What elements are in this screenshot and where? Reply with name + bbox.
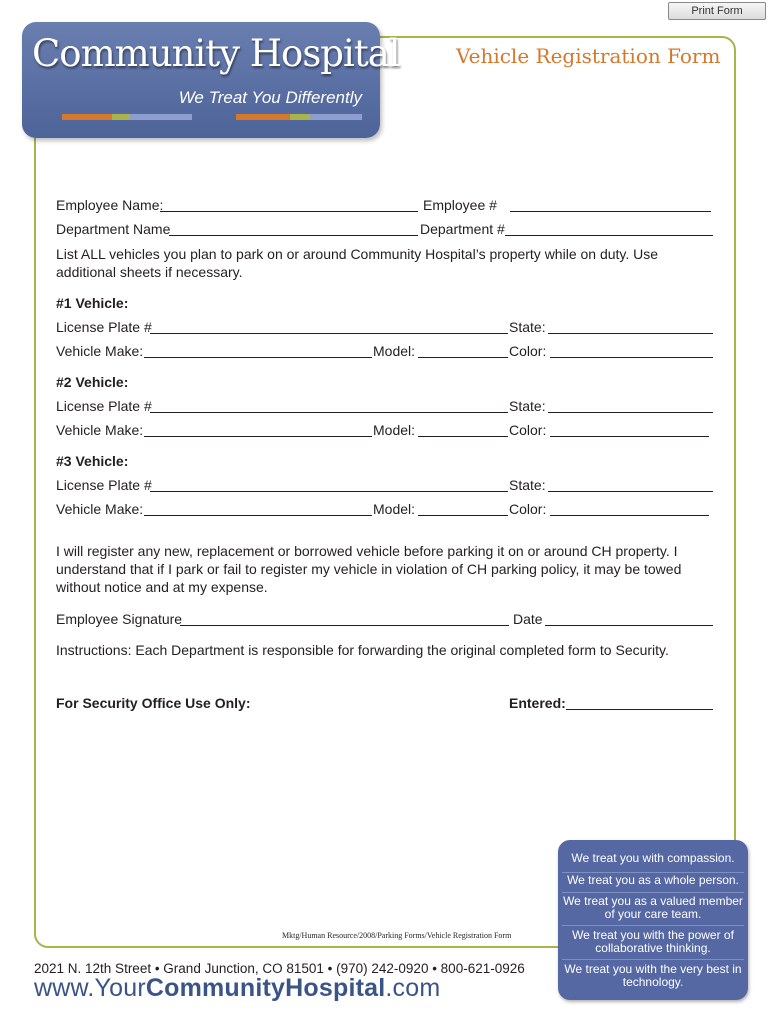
form-reference-note: Mktg/Human Resource/2008/Parking Forms/Vehicle Registration Form: [282, 931, 512, 940]
value-item: We treat you as a valued member of your care team.: [563, 894, 743, 921]
vehicle-2-make-label: Vehicle Make:: [56, 422, 144, 438]
vehicle-1-state-field[interactable]: [548, 319, 713, 334]
employee-name-label: Employee Name:: [56, 197, 164, 213]
signature-label: Employee Signature: [56, 611, 183, 627]
value-divider: [562, 925, 744, 926]
vehicle-3-make-label: Vehicle Make:: [56, 501, 144, 517]
signature-field[interactable]: [180, 611, 509, 626]
vehicle-1-make-field[interactable]: [144, 343, 372, 358]
department-number-field[interactable]: [505, 221, 713, 236]
instructions-text: Instructions: Each Department is responsible for forwarding the original completed form to Security.: [56, 642, 669, 658]
vehicle-2-state-label: State:: [509, 398, 546, 414]
value-item: We treat you with compassion.: [571, 851, 735, 865]
date-label: Date: [513, 611, 543, 627]
department-number-label: Department #: [420, 221, 505, 237]
logo-tagline: We Treat You Differently: [178, 88, 362, 107]
vehicle-2-model-label: Model:: [373, 422, 416, 438]
vehicle-3-state-field[interactable]: [548, 477, 713, 492]
vehicle-3-plate-label: License Plate #: [56, 477, 152, 493]
website-main: CommunityHospital: [145, 974, 386, 1002]
vehicle-2-make-field[interactable]: [144, 422, 372, 437]
vehicle-1-make-label: Vehicle Make:: [56, 343, 144, 359]
vehicle-1-heading: #1 Vehicle:: [56, 295, 129, 311]
value-item: We treat you with the very best in technology.: [564, 962, 742, 989]
vehicle-3-plate-field[interactable]: [150, 477, 508, 492]
logo-accent-bars: [62, 114, 362, 120]
form-title: Vehicle Registration Form: [456, 44, 721, 68]
vehicle-1-state-label: State:: [509, 319, 546, 335]
vehicle-3-color-label: Color:: [509, 501, 547, 517]
date-field[interactable]: [545, 611, 713, 626]
print-form-button[interactable]: Print Form: [668, 2, 766, 20]
employee-name-field[interactable]: [160, 197, 418, 212]
vehicle-2-heading: #2 Vehicle:: [56, 374, 129, 390]
vehicle-1-color-label: Color:: [509, 343, 547, 359]
department-name-field[interactable]: [169, 221, 418, 236]
entered-label: Entered:: [509, 695, 566, 711]
value-item: We treat you as a whole person.: [567, 873, 739, 887]
vehicle-2-state-field[interactable]: [548, 398, 713, 413]
website-suffix: .com: [385, 974, 441, 1002]
vehicle-1-plate-field[interactable]: [150, 319, 508, 334]
vehicle-1-model-field[interactable]: [418, 343, 508, 358]
vehicle-3-color-field[interactable]: [550, 501, 709, 516]
hospital-address: 2021 N. 12th Street • Grand Junction, CO 81501 • (970) 242-0920 • 800-621-0926: [34, 961, 525, 976]
vehicle-3-heading: #3 Vehicle:: [56, 453, 129, 469]
hospital-logo: [22, 22, 400, 138]
department-name-label: Department Name: [56, 221, 171, 237]
website-prefix: www.Your: [34, 974, 146, 1002]
entered-field[interactable]: [566, 695, 713, 710]
vehicle-3-model-field[interactable]: [418, 501, 508, 516]
vehicle-1-plate-label: License Plate #: [56, 319, 152, 335]
vehicle-2-color-label: Color:: [509, 422, 547, 438]
intro-text: List ALL vehicles you plan to park on or around Community Hospital’s property while on duty. Use additional sheets if necessary.: [56, 246, 659, 280]
value-divider: [562, 959, 744, 960]
vehicle-2-plate-label: License Plate #: [56, 398, 152, 414]
vehicle-3-model-label: Model:: [373, 501, 416, 517]
vehicle-2-color-field[interactable]: [550, 422, 709, 437]
value-divider: [562, 892, 744, 893]
vehicle-1-model-label: Model:: [373, 343, 416, 359]
logo-title: Community Hospital: [32, 32, 400, 75]
employee-number-label: Employee #: [423, 197, 497, 213]
vehicle-1-color-field[interactable]: [550, 343, 713, 358]
vehicle-2-model-field[interactable]: [418, 422, 508, 437]
agreement-text: I will register any new, replacement or borrowed vehicle before parking it on or around CH property. I understand that if I park or fail to register my vehicle in violation of CH parking policy, it may be towed without notice and at my expense.: [56, 543, 682, 595]
values-panel: [558, 840, 748, 1000]
employee-number-field[interactable]: [510, 197, 711, 212]
vehicle-2-plate-field[interactable]: [150, 398, 508, 413]
vehicle-3-state-label: State:: [509, 477, 546, 493]
vehicle-3-make-field[interactable]: [144, 501, 372, 516]
hospital-website: [34, 974, 440, 1003]
security-use-label: For Security Office Use Only:: [56, 695, 251, 711]
value-item: We treat you with the power of collaborative thinking.: [572, 928, 734, 955]
